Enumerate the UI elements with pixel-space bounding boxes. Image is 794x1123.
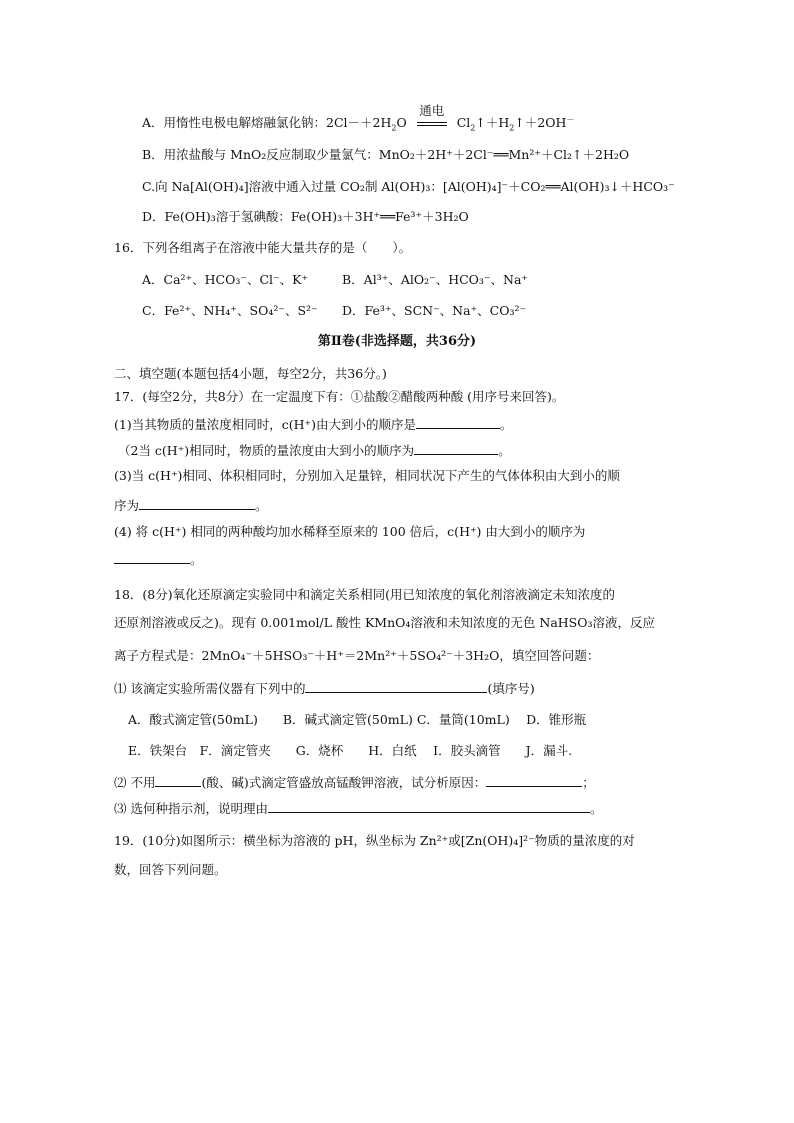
q18-part2: ⑵ 不用 (酸、碱)式滴定管盛放高锰酸钾溶液，试分析原因： ；	[114, 775, 595, 790]
electrolysis-label: 通电	[419, 102, 445, 118]
q18-part1: ⑴ 该滴定实验所需仪器有下列中的 (填序号)	[114, 681, 535, 696]
electrolysis-condition	[417, 102, 447, 131]
q19-line2: 数，回答下列问题。	[114, 862, 227, 877]
q15-a-mid2: O	[396, 115, 407, 131]
q17-part3-line1: (3)当 c(H⁺)相同、体积相同时，分别加入足量锌，相同状况下产生的气体体积由大到小的顺	[114, 468, 620, 483]
q15-option-b: B．用浓盐酸与 MnO₂反应制取少量氯气：MnO₂＋2H⁺＋2Cl⁻══Mn²⁺＋Cl₂↑＋2H₂O	[142, 147, 630, 162]
q17-part4-line1: (4) 将 c(H⁺) 相同的两种酸均加水稀释至原来的 100 倍后，c(H⁺) 由大到小的顺序为	[114, 524, 586, 539]
q18-line1: 18．(8分)氧化还原滴定实验同中和滴定关系相同(用已知浓度的氧化剂溶液滴定未知浓度的	[114, 587, 615, 602]
q18-blank1[interactable]	[305, 680, 487, 693]
q16-option-d: D．Fe³⁺、SCN⁻、Na⁺、CO₃²⁻	[342, 303, 527, 318]
q17-part2: （2当 c(H⁺)相同时，物质的量浓度由大到小的顺序为 。	[118, 443, 511, 458]
section2-heading: 二、填空题(本题包括4小题，每空2分，共36分。)	[114, 366, 387, 381]
q18-options-row1: A．酸式滴定管(50mL) B．碱式滴定管(50mL) C．量筒(10mL) D．锥形瓶	[128, 712, 587, 727]
q18-line3: 离子方程式是：2MnO₄⁻＋5HSO₃⁻＋H⁺＝2Mn²⁺＋5SO₄²⁻＋3H₂O，填空回答问题：	[114, 648, 600, 663]
q15-a-post: Cl	[456, 115, 471, 131]
q17-part4-line2: 。	[114, 551, 203, 568]
q19-line1: 19．(10分)如图所示：横坐标为溶液的 pH，纵坐标为 Zn²⁺或[Zn(OH)₄]²⁻物质的量浓度的对	[114, 833, 635, 848]
q15-a-text: A．用惰性电极电解熔融氯化钠：2Cl	[142, 115, 348, 131]
q17-blank2[interactable]	[414, 442, 498, 455]
q16-option-a: A．Ca²⁺、HCO₃⁻、Cl⁻、K⁺	[142, 272, 309, 287]
q15-a-post3: ↑＋2OH	[514, 115, 567, 131]
q18-options-row2: E．铁架台 F．滴定管夹 G．烧杯 H．白纸 I．胶头滴管 J．漏斗.	[128, 743, 573, 758]
q17-part1: (1)当其物质的量浓度相同时，c(H⁺)由大到小的顺序是 。	[114, 417, 513, 432]
q17-blank3[interactable]	[139, 497, 255, 510]
q15-a-mid: －＋2H	[347, 115, 392, 131]
q18-blank3[interactable]	[486, 774, 582, 787]
q18-blank4[interactable]	[268, 800, 590, 813]
q18-part3: ⑶ 选何种指示剂，说明理由 。	[114, 801, 603, 816]
part2-title: 第Ⅱ卷(非选择题，共36分)	[317, 334, 477, 349]
q18-blank2[interactable]	[155, 774, 201, 787]
q16-option-c: C．Fe²⁺、NH₄⁺、SO₄²⁻、S²⁻	[142, 303, 318, 318]
q15-option-c: C.向 Na[Al(OH)₄]溶液中通入过量 CO₂制 Al(OH)₃：[Al(OH)₄]⁻＋CO₂══Al(OH)₃↓＋HCO₃⁻	[142, 179, 675, 194]
q17-blank1[interactable]	[416, 416, 500, 429]
q15-option-a: A．用惰性电极电解熔融氯化钠：$2Cl-+2H_2O$ 通电 $Cl_2↑+H_2↑+2OH^-$	[142, 102, 575, 133]
q17-stem: 17．(每空2分，共8分）在一定温度下有：①盐酸②醋酸两种酸 (用序号来回答)。	[114, 389, 565, 404]
q18-line2: 还原剂溶液或反之)。现有 0.001mol/L 酸性 KMnO₄溶液和未知浓度的无色 NaHSO₃溶液，反应	[114, 615, 656, 630]
q17-blank4[interactable]	[114, 551, 190, 564]
q16-stem: 16．下列各组离子在溶液中能大量共存的是（ ）。	[114, 240, 412, 255]
q16-option-b: B．Al³⁺、AlO₂⁻、HCO₃⁻、Na⁺	[342, 272, 529, 287]
q17-part3-line2: 序为 。	[114, 498, 268, 513]
q15-a-post2: ↑＋H	[475, 115, 510, 131]
q15-option-d: D．Fe(OH)₃溶于氢碘酸：Fe(OH)₃＋3H⁺══Fe³⁺＋3H₂O	[142, 209, 469, 224]
